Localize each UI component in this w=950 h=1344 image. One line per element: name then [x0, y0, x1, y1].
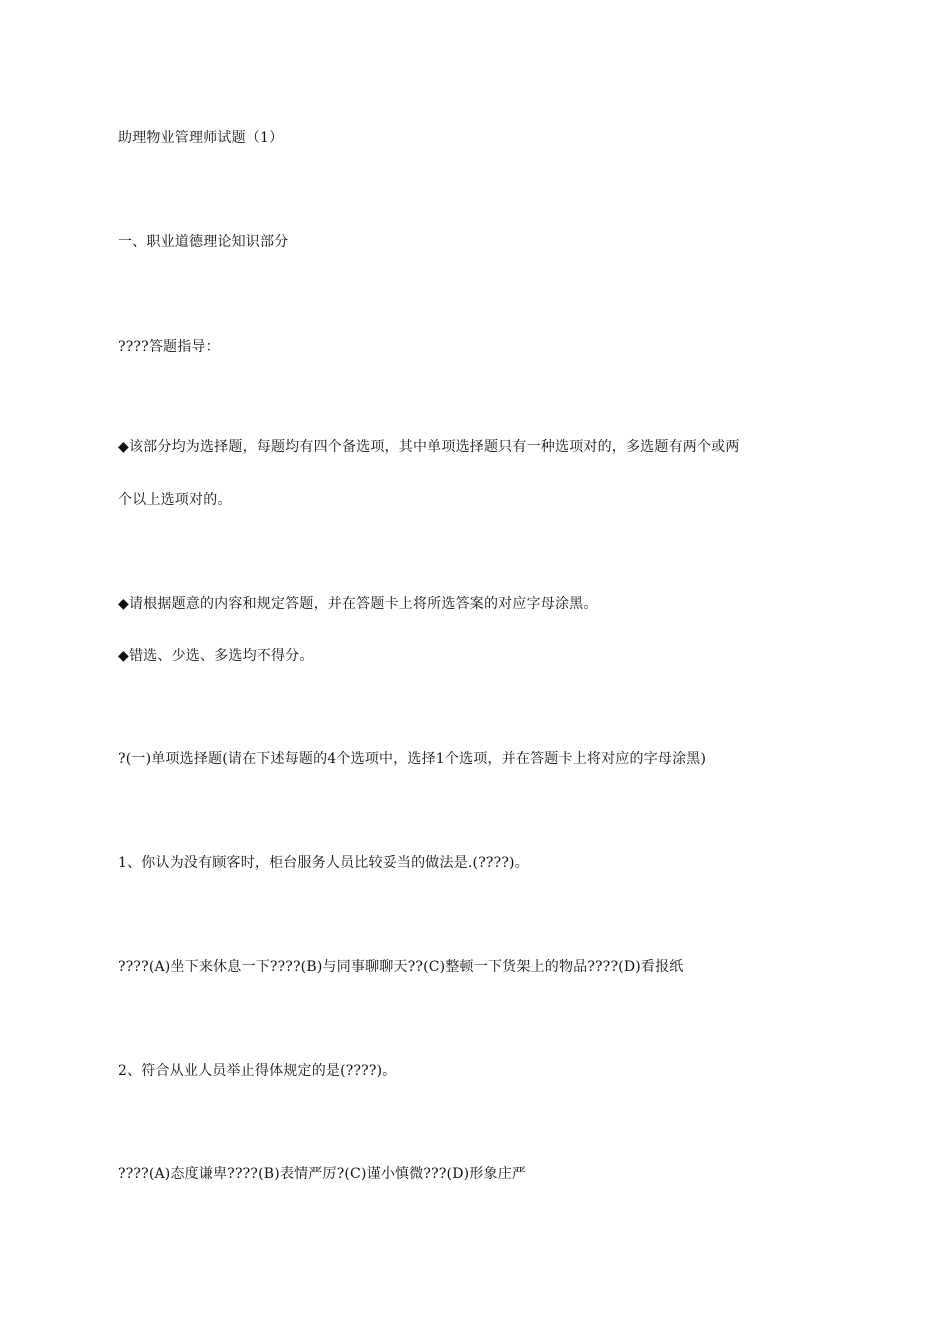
instruction-line: 个以上选项对的。: [118, 492, 232, 508]
question-stem: 1、你认为没有顾客时，柜台服务人员比较妥当的做法是.(????)。: [118, 855, 529, 871]
document-title: 助理物业管理师试题（1）: [118, 130, 284, 146]
question-options: ????(A)坐下来休息一下????(B)与同事聊聊天??(C)整顿一下货架上的物品????(D)看报纸: [118, 959, 684, 975]
section-heading: 一、职业道德理论知识部分: [118, 234, 289, 250]
instruction-line: ◆错选、少选、多选均不得分。: [118, 648, 314, 664]
subsection-heading: ?(一)单项选择题(请在下述每题的4个选项中，选择1个选项，并在答题卡上将对应的字母涂黑): [118, 751, 707, 767]
question-options: ????(A)态度谦卑????(B)表情严厉?(C)谨小慎微???(D)形象庄严: [118, 1166, 527, 1182]
instruction-line: ◆该部分均为选择题，每题均有四个备选项，其中单项选择题只有一种选项对的，多选题有两个或两: [118, 439, 740, 455]
question-stem: 2、符合从业人员举止得体规定的是(????)。: [118, 1063, 397, 1079]
instruction-line: ◆请根据题意的内容和规定答题，并在答题卡上将所选答案的对应字母涂黑。: [118, 596, 598, 612]
guide-heading: ????答题指导：: [118, 339, 220, 355]
